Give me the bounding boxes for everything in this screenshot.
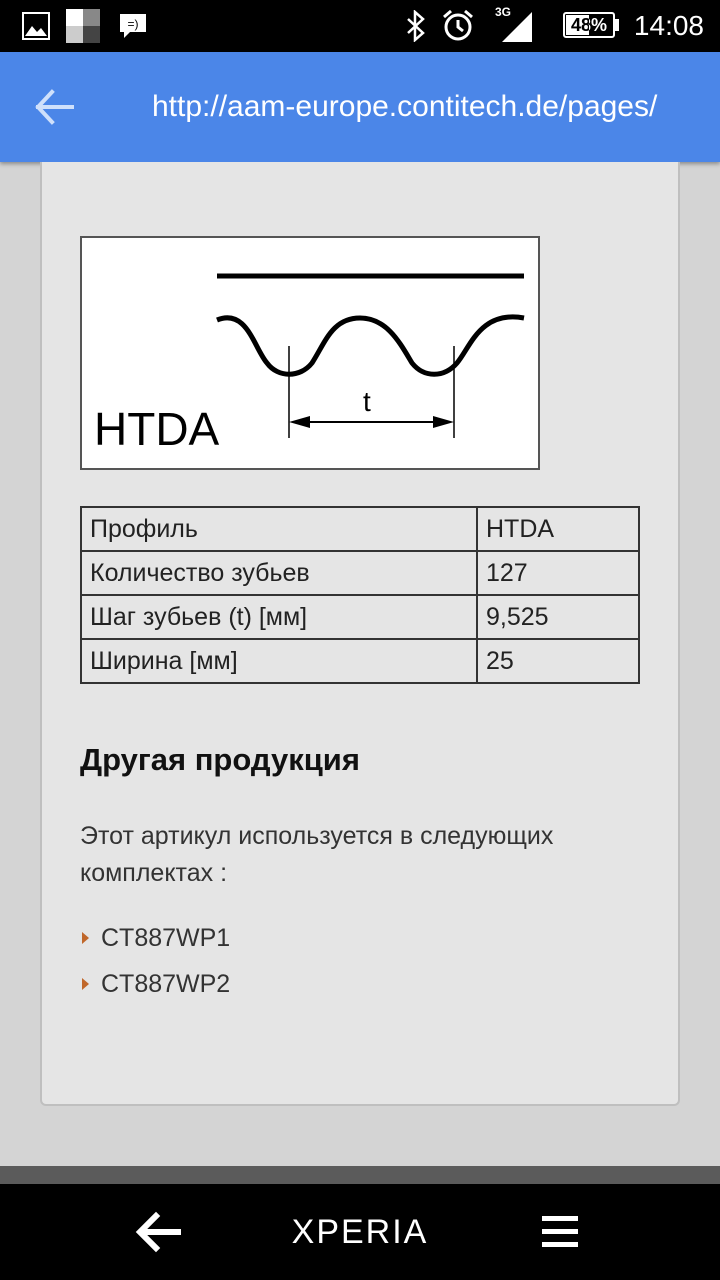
other-products-heading: Другая продукция	[80, 742, 360, 777]
pitch-arrow-left	[289, 416, 310, 428]
spec-label: Ширина [мм]	[81, 639, 477, 683]
table-row	[81, 551, 639, 595]
xperia-logo: XPERIA	[291, 1213, 429, 1251]
kit-link-ct887wp1[interactable]	[80, 918, 230, 958]
spec-value: 127	[477, 551, 639, 595]
network-type-label: 3G	[495, 5, 512, 19]
kits-description: Этот артикул используется в следующих комплектах :	[80, 822, 554, 887]
spec-label: Профиль	[81, 507, 477, 551]
chevron-right-icon	[82, 978, 89, 990]
table-row	[81, 595, 639, 639]
system-nav-bar	[0, 1184, 720, 1280]
kit-label: CT887WP2	[101, 969, 231, 998]
spec-table	[80, 506, 640, 684]
battery-percent: 48%	[570, 15, 608, 35]
profile-label: HTDA	[94, 403, 220, 455]
alarm-icon	[441, 8, 475, 42]
menu-icon[interactable]	[540, 1214, 580, 1250]
spec-value: 25	[477, 639, 639, 683]
pitch-label: t	[363, 386, 371, 417]
battery-icon	[563, 12, 615, 38]
pitch-arrow-right	[433, 416, 454, 428]
arrow-left-icon[interactable]	[20, 74, 86, 140]
status-bar	[0, 0, 720, 52]
spec-value: HTDA	[477, 507, 639, 551]
browser-toolbar	[0, 52, 720, 162]
belt-profile-diagram	[80, 236, 540, 470]
spec-value: 9,525	[477, 595, 639, 639]
nav-divider	[0, 1166, 720, 1184]
app-notification-icon	[66, 9, 100, 43]
status-time: 14:08	[633, 10, 704, 41]
svg-text:=): =)	[127, 17, 139, 31]
bluetooth-icon	[404, 10, 428, 42]
url-field[interactable]: http://aam-europe.contitech.de/pages/	[152, 90, 658, 123]
kit-label: CT887WP1	[101, 923, 231, 952]
table-row	[81, 639, 639, 683]
battery-tip	[615, 19, 619, 31]
kit-link-ct887wp2[interactable]	[80, 964, 230, 1004]
chevron-right-icon	[82, 932, 89, 944]
signal-icon	[500, 12, 534, 42]
table-row	[81, 507, 639, 551]
belt-teeth-curve	[217, 317, 524, 374]
gallery-notification-icon	[22, 12, 50, 40]
spec-label: Шаг зубьев (t) [мм]	[81, 595, 477, 639]
back-arrow-icon[interactable]	[132, 1210, 184, 1254]
spec-label: Количество зубьев	[81, 551, 477, 595]
message-notification-icon	[118, 12, 148, 40]
